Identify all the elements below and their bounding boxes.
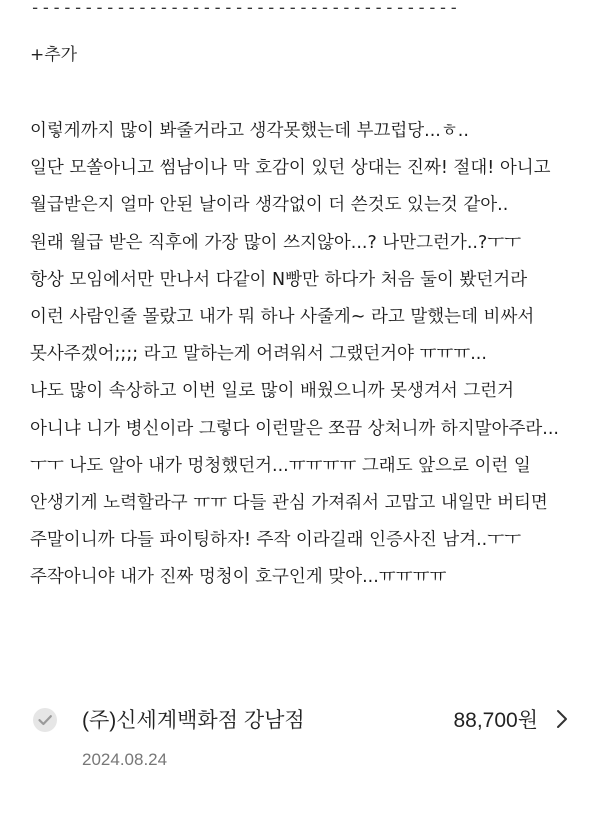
post-body (30, 116, 590, 599)
body-line: 항상 모임에서만 만나서 다같이 N빵만 하다가 처음 둘이 봤던거라 (30, 269, 528, 290)
body-line: 주말이니까 다들 파이팅하자! 주작 이라길래 인증사진 남겨..ㅜㅜ (30, 530, 522, 551)
body-line: 주작아니야 내가 진짜 멍청이 호구인게 맞아...ㅠㅠㅠㅠ (30, 567, 447, 588)
payment-date: 2024.08.24 (82, 750, 168, 769)
divider-line: ---------------------------------------- (30, 0, 460, 18)
body-line: 아니냐 니가 병신이라 그렇다 이런말은 쪼끔 상처니까 하지말아주라... (30, 418, 559, 439)
body-line: 못사주겠어;;;; 라고 말하는게 어려워서 그랬던거야 ㅠㅠㅠ... (30, 344, 487, 365)
body-line: 월급받은지 얼마 안된 날이라 생각없이 더 쓴것도 있는것 같아.. (30, 195, 509, 216)
body-line: 안생기게 노력할라구 ㅠㅠ 다들 관심 가져줘서 고맙고 내일만 버티면 (30, 492, 548, 513)
check-circle-icon (32, 707, 58, 733)
body-line: 이런 사람인줄 몰랐고 내가 뭐 하나 사줄게~ 라고 말했는데 비싸서 (30, 306, 535, 327)
chevron-right-icon[interactable] (554, 709, 570, 729)
body-line: 일단 모쏠아니고 썸남이나 막 호감이 있던 상대는 진짜! 절대! 아니고 (30, 158, 551, 179)
payment-amount: 88,700원 (453, 709, 538, 732)
payment-receipt-row[interactable] (0, 695, 600, 795)
body-line: 원래 월급 받은 직후에 가장 많이 쓰지않아...? 나만그런가..?ㅜㅜ (30, 232, 522, 253)
body-line: 이렇게까지 많이 봐줄거라고 생각못했는데 부끄럽당...ㅎ.. (30, 121, 469, 141)
addition-label: +추가 (30, 45, 78, 65)
body-line: 나도 많이 속상하고 이번 일로 많이 배웠으니까 못생겨서 그런거 (30, 381, 515, 402)
store-name: (주)신세계백화점 강남점 (82, 709, 305, 732)
body-line: ㅜㅜ 나도 알아 내가 멍청했던거...ㅠㅠㅠㅠ 그래도 앞으로 이런 일 (30, 455, 531, 476)
